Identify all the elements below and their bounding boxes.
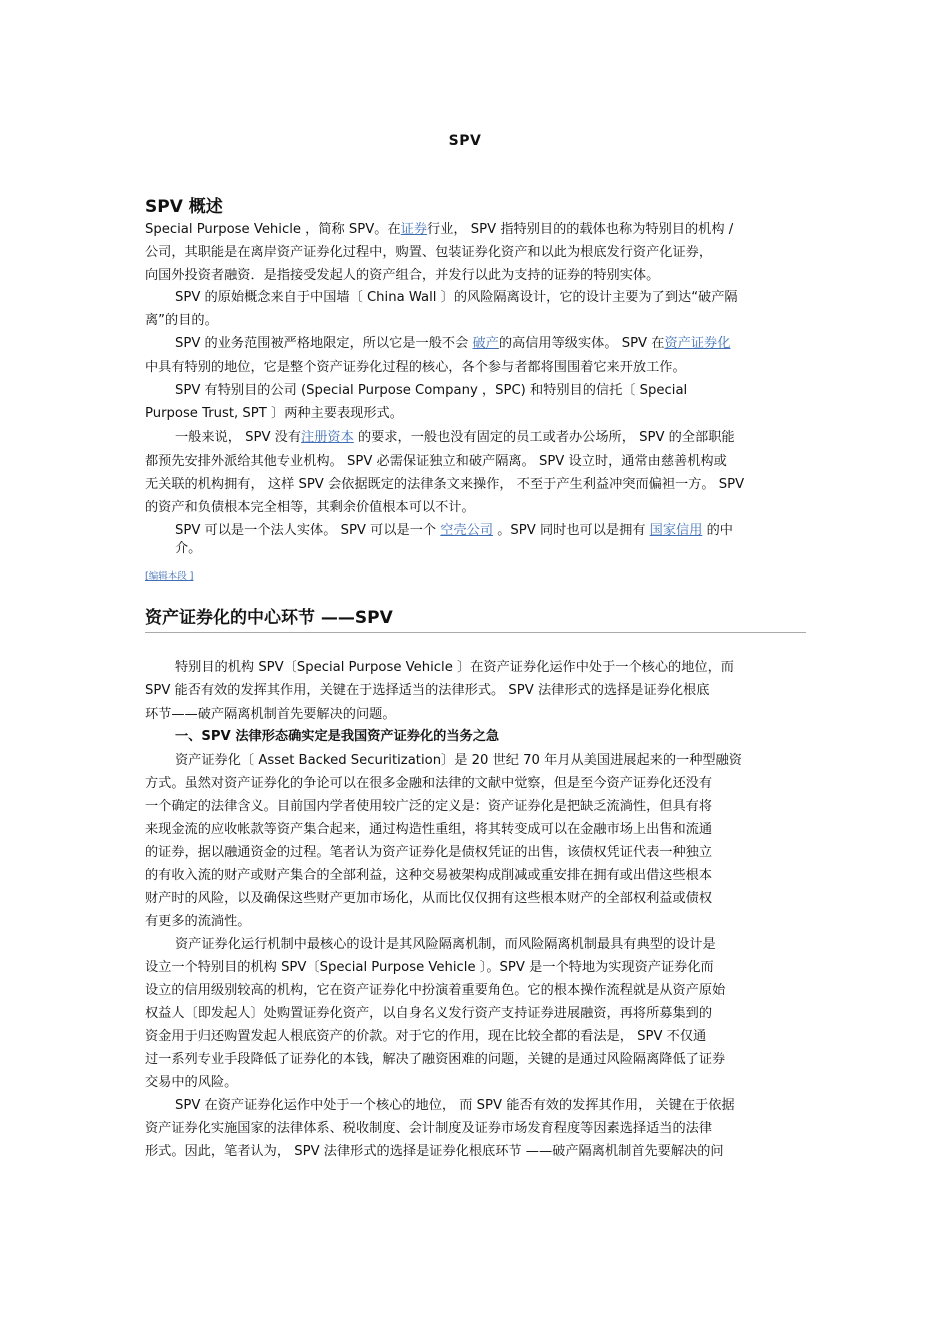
text-run: 权益人〔即发起人〕处购置证券化资产，以自身名义发行资产支持证券进展融资，再将所募集到的: [145, 1006, 713, 1021]
text-run: 资产证券化运行机制中最核心的设计是其风险隔离机制，而风险隔离机制最具有典型的设计是: [175, 937, 716, 952]
text-run: 特别目的机构 SPV〔Special Purpose Vehicle 〕在资产证券化运作中处于一个核心的地位，而: [175, 660, 734, 675]
inline-link[interactable]: 注册资本: [301, 430, 354, 445]
paragraph-line: [175, 523, 733, 539]
paragraph-line: [145, 454, 727, 470]
inline-link[interactable]: 资产证券化: [664, 336, 731, 351]
text-run: 来现金流的应收帐款等资产集合起来，通过构造性重组，将其转变成可以在金融市场上出售和流通: [145, 822, 713, 837]
text-run: 无关联的机构拥有， 这样 SPV 会依据既定的法律条文来操作， 不至于产生利益冲突而偏袒一方。 SPV: [145, 477, 745, 492]
paragraph-line: [145, 1144, 724, 1160]
text-run: 资产证券化实施国家的法律体系、税收制度、会计制度及证券市场发育程度等因素选择适当的法律: [145, 1121, 713, 1136]
text-run: 一个确定的法律含义。目前国内学者使用较广泛的定义是：资产证券化是把缺乏流淌性，但具有将: [145, 799, 713, 814]
paragraph-line: [145, 1121, 712, 1137]
text-run: 的中: [702, 523, 733, 538]
paragraph-line: [175, 753, 742, 769]
text-run: SPV 在资产证券化运作中处于一个核心的地位， 而 SPV 能否有效的发挥其作用， 关键在于依据: [175, 1098, 735, 1113]
paragraph-line: [145, 891, 712, 907]
paragraph-line: [175, 1098, 735, 1114]
text-run: 离”的目的。: [145, 313, 218, 328]
paragraph-line: [145, 960, 714, 976]
paragraph-line: [145, 776, 712, 792]
text-run: 的高信用等级实体。 SPV 在: [498, 336, 665, 351]
paragraph-line: [175, 430, 735, 446]
text-run: SPV 的业务范围被严格地限定，所以它是一般不会: [175, 336, 473, 351]
text-run: SPV 能否有效的发挥其作用，关键在于选择适当的法律形式。 SPV 法律形式的选择是证券化根底: [145, 683, 710, 698]
paragraph-line: [145, 1075, 237, 1091]
text-run: 资金用于归还购置发起人根底资产的价款。对于它的作用，现在比较全都的看法是， SPV 不仅通: [145, 1029, 707, 1044]
paragraph-line: [145, 245, 712, 261]
paragraph-line: [145, 222, 733, 238]
text-run: 的资产和负债根本完全相等，其剩余价值根本可以不计。: [145, 500, 475, 515]
paragraph-line: [145, 477, 744, 493]
text-run: 有更多的流淌性。: [145, 914, 251, 929]
text-run: 行业， SPV 指特别目的的载体也称为特别目的机构 /: [427, 222, 734, 237]
paragraph-line: [175, 660, 734, 676]
paragraph-line: [145, 313, 218, 329]
paragraph-line: [145, 360, 686, 376]
text-run: 的有收入流的财产或财产集合的全部利益，这种交易被架构成削减或重安排在拥有或出借这些根本: [145, 868, 713, 883]
text-run: 交易中的风险。: [145, 1075, 238, 1090]
text-run: 设立的信用级别较高的机构，它在资产证券化中扮演着重要角色。它的根本操作流程就是从资产原始: [145, 983, 726, 998]
text-run: 介。: [175, 541, 202, 556]
inline-link[interactable]: 空壳公司: [440, 523, 494, 538]
paragraph-line: [145, 268, 659, 284]
heading-divider: [145, 632, 806, 633]
paragraph-line: [145, 1052, 725, 1068]
document-title: SPV: [448, 133, 482, 149]
text-run: 向国外投资者融资．是指接受发起人的资产组合，并发行以此为支持的证券的特别实体。: [145, 268, 660, 283]
text-run: SPV 的原始概念来自于中国墙〔 China Wall 〕的风险隔离设计，它的设计主要为了到达“破产隔: [175, 290, 738, 305]
text-run: 过一系列专业手段降低了证券化的本钱，解决了融资困难的问题，关键的是通过风险隔离降低了证券: [145, 1052, 726, 1067]
paragraph-line: [145, 914, 251, 930]
text-run: 设立一个特别目的机构 SPV〔Special Purpose Vehicle 〕。SPV 是一个特地为实现资产证券化而: [145, 960, 714, 975]
text-run: 的证券，据以融通资金的过程。笔者认为资产证券化是债权凭证的出售，该债权凭证代表一种独立: [145, 845, 713, 860]
text-run: 中具有特别的地位，它是整个资产证券化过程的核心，各个参与者都将围围着它来开放工作。: [145, 360, 686, 375]
paragraph-line: [145, 845, 712, 861]
paragraph-line: [175, 383, 687, 399]
text-run: SPV 可以是一个法人实体。 SPV 可以是一个: [175, 523, 441, 538]
paragraph-line: [145, 822, 712, 838]
paragraph-line: [175, 541, 201, 557]
paragraph-line: [145, 683, 709, 699]
text-run: Special Purpose Vehicle ，简称 SPV。在: [145, 222, 401, 237]
inline-link[interactable]: 证券: [400, 222, 428, 237]
paragraph-line: [145, 707, 396, 723]
paragraph-line: [145, 1029, 706, 1045]
text-run: Purpose Trust, SPT 〕两种主要表现形式。: [145, 406, 403, 421]
paragraph-line: [145, 500, 475, 516]
paragraph-line: [145, 1006, 712, 1022]
inline-link[interactable]: 国家信用: [649, 523, 703, 538]
text-run: 形式。因此，笔者认为， SPV 法律形式的选择是证券化根底环节 ——破产隔离机制首先要解决的问: [145, 1144, 724, 1159]
text-run: 公司，其职能是在离岸资产证券化过程中，购置、包装证券化资产和以此为根底发行资产化证券，: [145, 245, 713, 260]
text-run: SPV 有特别目的公司 (Special Purpose Company ，SPC) 和特别目的信托〔 Special: [175, 383, 688, 398]
text-run: 环节——破产隔离机制首先要解决的问题。: [145, 707, 396, 722]
text-run: 财产时的风险，以及确保这些财产更加市场化，从而比仅仅拥有这些根本财产的全部权利益或债权: [145, 891, 713, 906]
text-run: 一般来说， SPV 没有: [175, 430, 302, 445]
paragraph-line: [145, 406, 403, 422]
paragraph-line: [175, 290, 738, 306]
paragraph-line: [175, 336, 730, 352]
inline-link[interactable]: 破产: [472, 336, 499, 351]
edit-section-link[interactable]: [编辑本段 ]: [145, 571, 194, 582]
text-run: 。SPV 同时也可以是拥有: [493, 523, 650, 538]
paragraph-line: [145, 799, 712, 815]
paragraph-line: [145, 983, 725, 999]
subheading-legal-form: 一、SPV 法律形态确实定是我国资产证券化的当务之急: [175, 729, 500, 744]
paragraph-line: [145, 868, 712, 884]
paragraph-line: [175, 937, 716, 953]
section-heading-overview: SPV 概述: [145, 197, 223, 217]
text-run: 都预先安排外派给其他专业机构。 SPV 必需保证独立和破产隔离。 SPV 设立时，通常由慈善机构或: [145, 454, 727, 469]
text-run: 方式。虽然对资产证券化的争论可以在很多金融和法律的文献中觉察，但是至今资产证券化还没有: [145, 776, 713, 791]
section-heading-core-link: 资产证券化的中心环节 ——SPV: [145, 608, 393, 628]
text-run: 的要求，一般也没有固定的员工或者办公场所， SPV 的全部职能: [353, 430, 735, 445]
text-run: 资产证券化〔 Asset Backed Securitization〕是 20 世纪 70 年月从美国进展起来的一种型融资: [175, 753, 742, 768]
